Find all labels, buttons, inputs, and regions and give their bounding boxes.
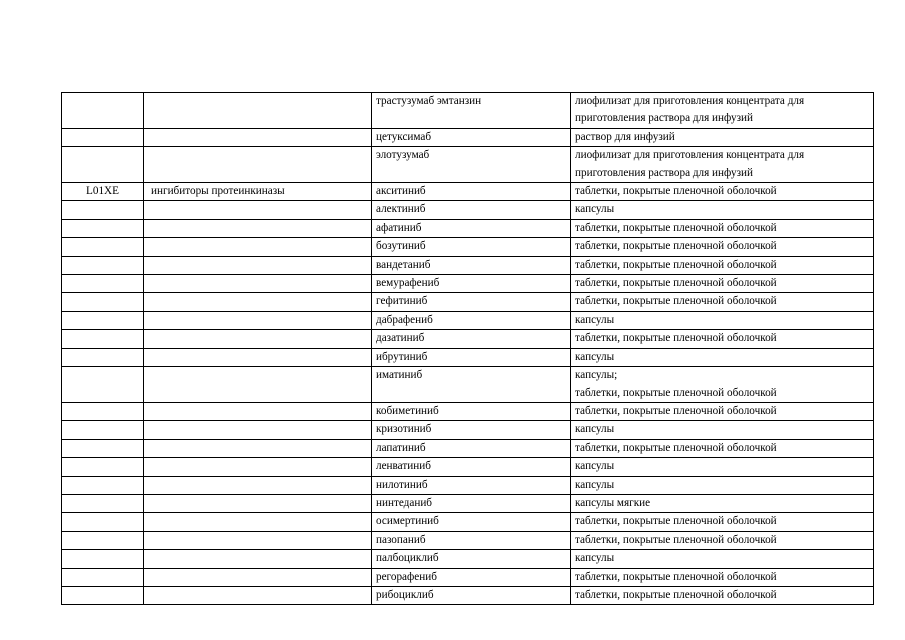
atc-code-cell [62, 586, 144, 604]
atc-code-cell [62, 256, 144, 274]
dosage-form-line: капсулы [575, 313, 615, 326]
anatomical-group-cell [144, 219, 372, 237]
anatomical-group-cell [144, 367, 372, 403]
atc-code-cell [62, 147, 144, 183]
dosage-form-cell [571, 330, 874, 348]
anatomical-group-cell [144, 531, 372, 549]
drug-name-cell: кобиметиниб [372, 402, 571, 420]
dosage-form-cell [571, 476, 874, 494]
anatomical-group-cell [144, 568, 372, 586]
atc-code-cell [62, 494, 144, 512]
anatomical-group-cell [144, 293, 372, 311]
drug-name-cell: палбоциклиб [372, 550, 571, 568]
drug-name-cell: кризотиниб [372, 421, 571, 439]
dosage-form-cell [571, 439, 874, 457]
dosage-form-line: капсулы [575, 203, 615, 216]
atc-code-cell [62, 550, 144, 568]
table-row [62, 293, 874, 311]
anatomical-group-cell [144, 348, 372, 366]
table-row [62, 147, 874, 183]
anatomical-group-cell [144, 458, 372, 476]
atc-code-cell [62, 531, 144, 549]
dosage-form-line: таблетки, покрытые пленочной оболочкой [575, 240, 777, 253]
dosage-form-line: таблетки, покрытые пленочной оболочкой [575, 588, 777, 601]
dosage-form-line: капсулы мягкие [575, 496, 651, 509]
dosage-form-line: таблетки, покрытые пленочной оболочкой [575, 332, 777, 345]
dosage-form-cell [571, 238, 874, 256]
dosage-form-cell [571, 458, 874, 476]
table-row [62, 586, 874, 604]
atc-code-cell [62, 476, 144, 494]
anatomical-group-cell [144, 513, 372, 531]
table-row [62, 128, 874, 146]
anatomical-group-cell [144, 586, 372, 604]
drug-name-cell: бозутиниб [372, 238, 571, 256]
atc-code-cell [62, 458, 144, 476]
dosage-form-line: раствор для инфузий [575, 130, 675, 143]
dosage-form-line: таблетки, покрытые пленочной оболочкой [575, 515, 777, 528]
drug-name-cell: ленватиниб [372, 458, 571, 476]
anatomical-group-cell [144, 476, 372, 494]
anatomical-group-cell [144, 201, 372, 219]
dosage-form-line: таблетки, покрытые пленочной оболочкой [575, 441, 777, 454]
drug-name-cell: иматиниб [372, 367, 571, 403]
dosage-form-line: приготовления раствора для инфузий [575, 112, 753, 125]
table-row [62, 93, 874, 129]
dosage-form-cell [571, 586, 874, 604]
drug-name-cell: регорафениб [372, 568, 571, 586]
drug-name-cell: осимертиниб [372, 513, 571, 531]
anatomical-group-cell [144, 93, 372, 129]
dosage-form-cell [571, 550, 874, 568]
atc-code-cell [62, 93, 144, 129]
atc-code-cell [62, 311, 144, 329]
table-row [62, 439, 874, 457]
table-row [62, 183, 874, 201]
dosage-form-line: таблетки, покрытые пленочной оболочкой [575, 295, 777, 308]
dosage-form-line: капсулы [575, 350, 615, 363]
table-row [62, 421, 874, 439]
anatomical-group-cell [144, 439, 372, 457]
atc-code-cell [62, 275, 144, 293]
drug-table-body [62, 93, 874, 605]
anatomical-group-cell [144, 311, 372, 329]
dosage-form-cell [571, 367, 874, 403]
dosage-form-cell [571, 348, 874, 366]
dosage-form-cell [571, 531, 874, 549]
dosage-form-cell [571, 275, 874, 293]
dosage-form-line: таблетки, покрытые пленочной оболочкой [575, 258, 777, 271]
dosage-form-cell [571, 568, 874, 586]
atc-code-cell [62, 348, 144, 366]
drug-name-cell: нинтеданиб [372, 494, 571, 512]
atc-code-cell [62, 219, 144, 237]
table-row [62, 256, 874, 274]
table-row [62, 238, 874, 256]
table-row [62, 458, 874, 476]
table-row [62, 348, 874, 366]
anatomical-group-cell [144, 494, 372, 512]
atc-code-cell [62, 439, 144, 457]
dosage-form-line: таблетки, покрытые пленочной оболочкой [575, 386, 777, 399]
dosage-form-cell [571, 128, 874, 146]
atc-code-cell [62, 201, 144, 219]
table-row [62, 402, 874, 420]
dosage-form-line: таблетки, покрытые пленочной оболочкой [575, 404, 777, 417]
dosage-form-cell [571, 494, 874, 512]
table-row [62, 494, 874, 512]
drug-table [61, 92, 874, 605]
dosage-form-cell [571, 201, 874, 219]
anatomical-group-cell [144, 275, 372, 293]
dosage-form-line: капсулы [575, 460, 615, 473]
table-row [62, 568, 874, 586]
drug-name-cell: трастузумаб эмтанзин [372, 93, 571, 129]
dosage-form-line: лиофилизат для приготовления концентрата для [575, 149, 805, 162]
drug-name-cell: вандетаниб [372, 256, 571, 274]
table-row [62, 531, 874, 549]
dosage-form-line: капсулы; [575, 369, 618, 382]
drug-name-cell: дабрафениб [372, 311, 571, 329]
dosage-form-line: приготовления раствора для инфузий [575, 166, 753, 179]
atc-code-cell [62, 367, 144, 403]
atc-code-cell [62, 293, 144, 311]
table-row [62, 367, 874, 403]
dosage-form-cell [571, 147, 874, 183]
dosage-form-cell [571, 183, 874, 201]
atc-code-cell [62, 330, 144, 348]
dosage-form-line: таблетки, покрытые пленочной оболочкой [575, 185, 777, 198]
drug-name-cell: ибрутиниб [372, 348, 571, 366]
anatomical-group-cell: ингибиторы протеинкиназы [144, 183, 372, 201]
table-row [62, 330, 874, 348]
dosage-form-line: таблетки, покрытые пленочной оболочкой [575, 533, 777, 546]
drug-name-cell: вемурафениб [372, 275, 571, 293]
dosage-form-cell [571, 293, 874, 311]
dosage-form-line: лиофилизат для приготовления концентрата для [575, 95, 805, 107]
dosage-form-line: таблетки, покрытые пленочной оболочкой [575, 277, 777, 290]
anatomical-group-cell [144, 421, 372, 439]
drug-name-cell: афатиниб [372, 219, 571, 237]
atc-code-cell [62, 238, 144, 256]
table-row [62, 219, 874, 237]
drug-name-cell: нилотиниб [372, 476, 571, 494]
table-row [62, 201, 874, 219]
table-row [62, 476, 874, 494]
dosage-form-line: капсулы [575, 423, 615, 436]
drug-name-cell: рибоциклиб [372, 586, 571, 604]
table-row [62, 513, 874, 531]
dosage-form-line: таблетки, покрытые пленочной оболочкой [575, 570, 777, 583]
drug-name-cell: элотузумаб [372, 147, 571, 183]
dosage-form-line: капсулы [575, 478, 615, 491]
anatomical-group-cell [144, 256, 372, 274]
drug-name-cell: цетуксимаб [372, 128, 571, 146]
drug-name-cell: акситиниб [372, 183, 571, 201]
table-row [62, 275, 874, 293]
atc-code-cell [62, 128, 144, 146]
atc-code-cell [62, 402, 144, 420]
drug-name-cell: гефитиниб [372, 293, 571, 311]
dosage-form-line: таблетки, покрытые пленочной оболочкой [575, 221, 777, 234]
dosage-form-cell [571, 311, 874, 329]
drug-name-cell: лапатиниб [372, 439, 571, 457]
atc-code-cell [62, 421, 144, 439]
anatomical-group-cell [144, 147, 372, 183]
atc-code-cell: L01XE [62, 183, 144, 201]
atc-code-cell [62, 513, 144, 531]
atc-code-cell [62, 568, 144, 586]
drug-name-cell: дазатиниб [372, 330, 571, 348]
anatomical-group-cell [144, 128, 372, 146]
dosage-form-cell [571, 402, 874, 420]
dosage-form-cell [571, 256, 874, 274]
table-row [62, 311, 874, 329]
dosage-form-cell [571, 421, 874, 439]
anatomical-group-cell [144, 330, 372, 348]
anatomical-group-cell [144, 238, 372, 256]
dosage-form-cell [571, 513, 874, 531]
dosage-form-line: капсулы [575, 552, 615, 565]
dosage-form-cell [571, 93, 874, 129]
dosage-form-cell [571, 219, 874, 237]
anatomical-group-cell [144, 550, 372, 568]
anatomical-group-cell [144, 402, 372, 420]
drug-name-cell: алектиниб [372, 201, 571, 219]
table-row [62, 550, 874, 568]
drug-name-cell: пазопаниб [372, 531, 571, 549]
